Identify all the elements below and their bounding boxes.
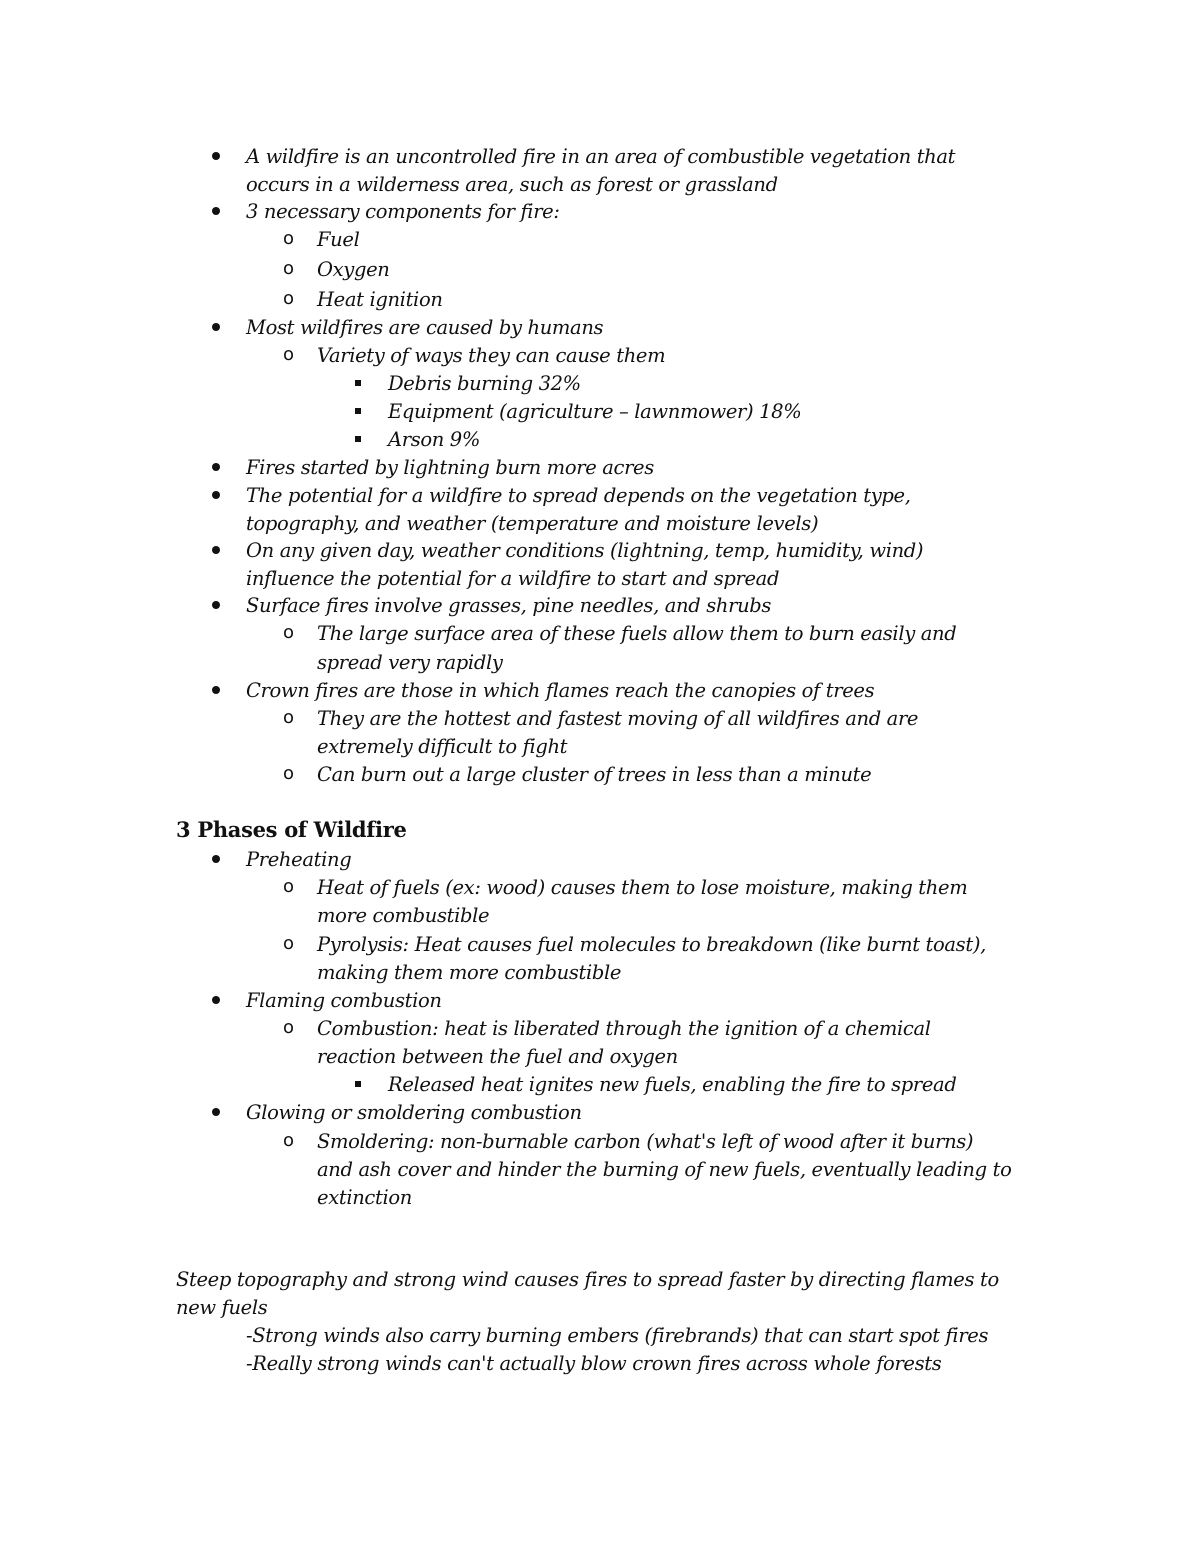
list-item: Debris burning 32% [388,372,581,395]
list-item: making them more combustible [317,961,622,984]
circle-bullet-icon: o [283,258,294,279]
bullet-icon [212,546,220,554]
text-line: Glowing or smoldering combustion [246,1101,582,1124]
section-heading: 3 Phases of Wildfire [176,817,407,842]
bullet-icon [212,855,220,863]
bullet-icon [212,207,220,215]
text-line: Surface fires involve grasses, pine needles, and shrubs [246,594,772,617]
square-bullet-icon [355,436,361,442]
circle-bullet-icon: o [283,344,294,365]
bullet-icon [212,686,220,694]
circle-bullet-icon: o [283,707,294,728]
list-item: Combustion: heat is liberated through the ignition of a chemical [317,1017,931,1040]
list-item: reaction between the fuel and oxygen [317,1045,678,1068]
text-line: topography, and weather (temperature and moisture levels) [246,512,819,535]
list-item: Smoldering: non-burnable carbon (what's left of wood after it burns) [317,1130,974,1153]
note-line: -Strong winds also carry burning embers (firebrands) that can start spot fires [246,1324,989,1347]
bullet-icon [212,996,220,1004]
text-line: The potential for a wildfire to spread depends on the vegetation type, [246,484,911,507]
bullet-icon [212,1108,220,1116]
circle-bullet-icon: o [283,763,294,784]
circle-bullet-icon: o [283,933,294,954]
text-line: Flaming combustion [246,989,442,1012]
list-item: The large surface area of these fuels allow them to burn easily and [317,622,957,645]
list-item: Variety of ways they can cause them [317,344,666,367]
text-line: Fires started by lightning burn more acres [246,456,654,479]
list-item: more combustible [317,904,490,927]
square-bullet-icon [355,408,361,414]
list-item: They are the hottest and fastest moving of all wildfires and are [317,707,919,730]
text-line: A wildfire is an uncontrolled fire in an area of combustible vegetation that [246,145,956,168]
note-line: -Really strong winds can't actually blow crown fires across whole forests [246,1352,942,1375]
list-item: Released heat ignites new fuels, enabling the fire to spread [388,1073,957,1096]
circle-bullet-icon: o [283,288,294,309]
circle-bullet-icon: o [283,876,294,897]
list-item: extremely difficult to fight [317,735,568,758]
text-line: influence the potential for a wildfire to start and spread [246,567,780,590]
bullet-icon [212,152,220,160]
paragraph-line: new fuels [176,1296,268,1319]
list-item: spread very rapidly [317,651,503,674]
text-line: Crown fires are those in which flames reach the canopies of trees [246,679,875,702]
list-item: Arson 9% [388,428,481,451]
square-bullet-icon [355,380,361,386]
list-item: extinction [317,1186,412,1209]
text-line: 3 necessary components for fire: [246,200,560,223]
text-line: Preheating [246,848,352,871]
circle-bullet-icon: o [283,1017,294,1038]
list-item: and ash cover and hinder the burning of new fuels, eventually leading to [317,1158,1012,1181]
text-line: Most wildfires are caused by humans [246,316,604,339]
text-line: On any given day, weather conditions (lightning, temp, humidity, wind) [246,539,924,562]
square-bullet-icon [355,1081,361,1087]
text-line: occurs in a wilderness area, such as forest or grassland [246,173,778,196]
list-item: Can burn out a large cluster of trees in less than a minute [317,763,872,786]
bullet-icon [212,323,220,331]
list-item: Fuel [317,228,360,251]
paragraph-line: Steep topography and strong wind causes fires to spread faster by directing flames to [176,1268,999,1291]
circle-bullet-icon: o [283,1130,294,1151]
list-item: Heat ignition [317,288,443,311]
list-item: Heat of fuels (ex: wood) causes them to lose moisture, making them [317,876,968,899]
list-item: Oxygen [317,258,390,281]
circle-bullet-icon: o [283,228,294,249]
list-item: Equipment (agriculture – lawnmower) 18% [388,400,802,423]
bullet-icon [212,463,220,471]
bullet-icon [212,601,220,609]
list-item: Pyrolysis: Heat causes fuel molecules to breakdown (like burnt toast), [317,933,986,956]
bullet-icon [212,491,220,499]
circle-bullet-icon: o [283,622,294,643]
